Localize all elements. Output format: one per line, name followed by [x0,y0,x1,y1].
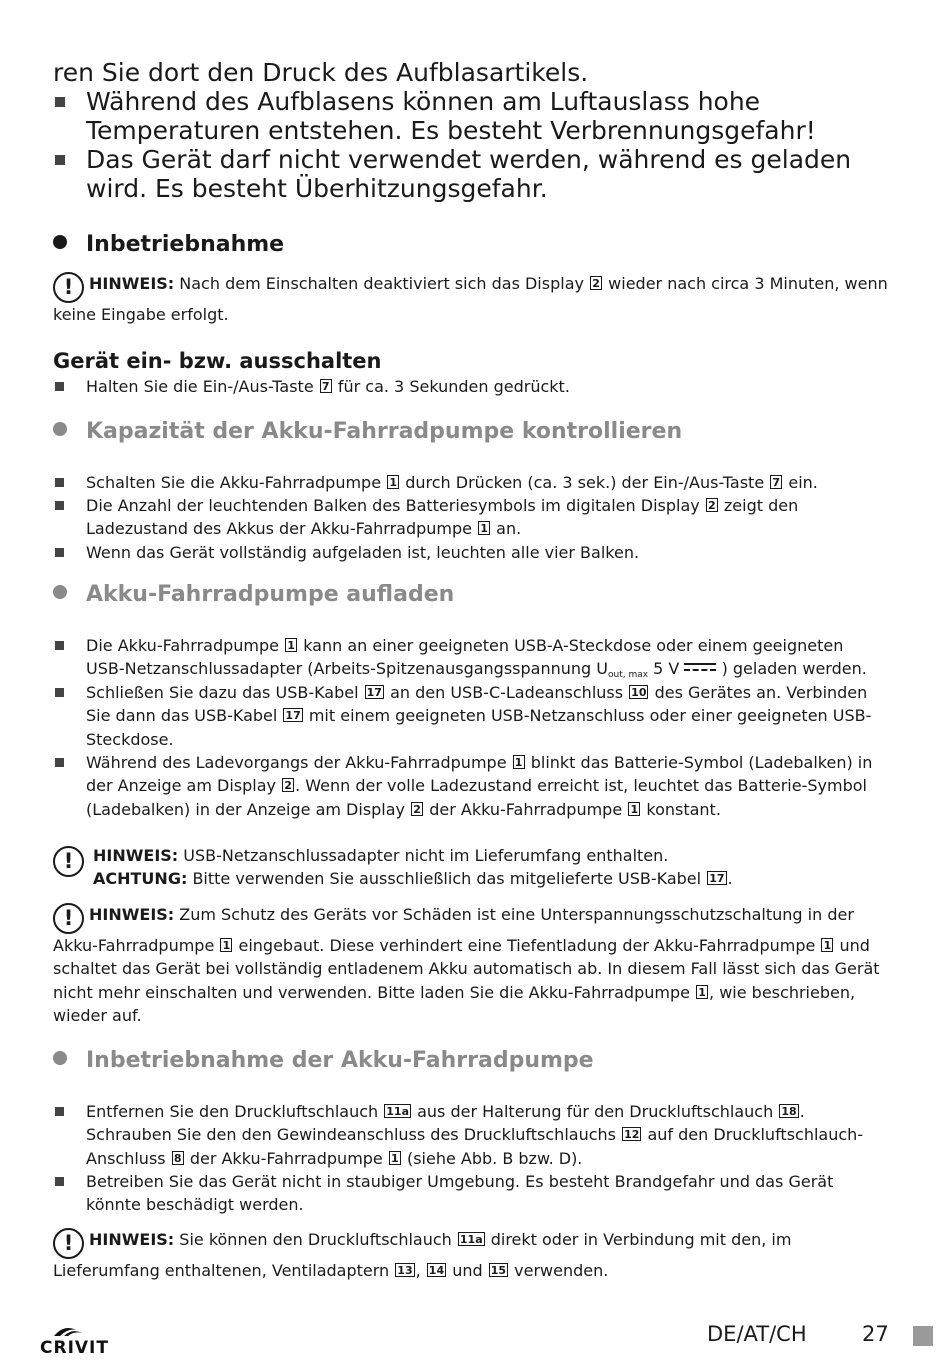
ref-number: 15 [490,1264,507,1277]
exclamation-circle-icon: ! [53,903,84,934]
ref-number: 1 [696,985,708,999]
list-item [53,87,913,145]
ref-number: 1 [513,755,525,769]
note-usb: ! HINWEIS: USB-Netzanschlussadapter nicht im Lieferumfang enthalten. ACHTUNG: Bitte verwenden Sie ausschließlich das mitgelieferte USB-Kabel 17 . [53,844,928,891]
region-label: DE/AT/CH [707,1322,807,1346]
intro-line: ren Sie dort den Druck des Aufblasartikels. [53,58,589,87]
ref-number: 2 [411,802,423,816]
list-item-text: Das Gerät darf nicht verwendet werden, während es geladen wird. Es besteht Überhitzungsgefahr. [86,145,852,203]
square-bullet-icon [55,758,64,767]
list-item: Entfernen Sie den Druckluftschlauch 11a aus der Halterung für den Druckluftschlauch 18 . Schrauben Sie den den Gewindeanschluss des Druckluftschlauchs 12 auf den Druckluftschlauch-Anschluss 8 der Akku-Fahrradpumpe 1 (siehe Abb. B bzw. D). [53,1100,883,1170]
square-bullet-icon [55,1107,64,1116]
ref-number: 2 [590,276,602,290]
ref-number: 10 [631,686,647,699]
square-bullet-icon [55,382,64,391]
ref-number: 2 [706,498,718,512]
ref-number: 1 [821,938,833,952]
ref-number: 1 [387,475,399,489]
page-marker [913,1326,933,1346]
square-bullet-icon [55,97,65,107]
list-item: Die Akku-Fahrradpumpe 1 kann an einer geeigneten USB-A-Steckdose oder einem geeigneten USB-Netzanschlussadapter (Arbeits-Spitzenausgangsspannung $U_{out, max}$ 5 V ) geladen werden. [53,634,883,688]
square-bullet-icon [55,641,64,650]
ref-number: 17 [709,872,725,886]
subsection-title: Gerät ein- bzw. ausschalten [53,349,382,373]
list-item: Betreiben Sie das Gerät nicht in staubiger Umgebung. Es besteht Brandgefahr und das Gerät könnte beschädigt werden. [53,1170,883,1217]
ref-number: 7 [770,475,782,489]
filled-circle-icon [53,422,67,436]
ref-number: 1 [478,521,490,535]
section-heading-inbetriebnahme-pumpe: Inbetriebnahme der Akku-Fahrradpumpe [53,1048,594,1074]
square-bullet-icon [55,688,64,697]
list-item [53,145,913,203]
section-heading-aufladen: Akku-Fahrradpumpe aufladen [53,582,454,608]
ref-number: 7 [320,379,332,393]
list-item: Schließen Sie dazu das USB-Kabel 17 an den USB-C-Ladeanschluss 10 des Gerätes an. Verbinden Sie dann das USB-Kabel 17 mit einem geeigneten USB-Netzanschluss oder einer geeigneten USB-Steckdose. [53,681,883,751]
exclamation-circle-icon: ! [53,846,84,877]
crivit-logo [40,1322,120,1358]
list-item: Halten Sie die Ein-/Aus-Taste 7 für ca. 3 Sekunden gedrückt. [53,375,883,398]
note-protection: ! HINWEIS: Zum Schutz des Geräts vor Schäden ist eine Unterspannungsschutzschaltung in der Akku-Fahrradpumpe 1 eingebaut. Diese verhindert eine Tiefentladung der Akku-Fahrradpumpe 1 und schaltet das Gerät bei vollständig entladenem Akku automatisch ab. In diesem Fall lässt sich das Gerät nicht mehr einschalten und verwenden. Bitte laden Sie die Akku-Fahrradpumpe 1 , wie beschrieben, wieder auf. [53,905,880,1025]
ref-number: 14 [428,1264,445,1277]
list-item-text: Während des Aufblasens können am Luftauslass hohe Temperaturen entstehen. Es besteht Verbrennungsgefahr! [86,87,816,145]
ref-number: 13 [397,1264,413,1277]
note-display: ! HINWEIS: Nach dem Einschalten deaktiviert sich das Display 2 wieder nach circa 3 Minuten, wenn keine Eingabe erfolgt. [53,274,888,324]
ref-number: 11a [386,1105,410,1118]
square-bullet-icon [55,548,64,557]
list-item: Die Anzahl der leuchtenden Balken des Batteriesymbols im digitalen Display 2 zeigt den Ladezustand des Akkus der Akku-Fahrradpumpe 1 an. [53,494,883,541]
ref-number: 2 [282,778,294,792]
exclamation-circle-icon: ! [53,1228,84,1259]
ref-number: 18 [781,1105,797,1118]
ref-number: 1 [628,802,640,816]
square-bullet-icon [55,155,65,165]
ref-number: 1 [389,1151,401,1165]
ref-number: 17 [285,709,301,723]
ref-number: 1 [285,638,297,652]
list-item: Während des Ladevorgangs der Akku-Fahrradpumpe 1 blinkt das Batterie-Symbol (Ladebalken) in der Anzeige am Display 2 . Wenn der volle Ladezustand erreicht ist, leuchtet das Batterie-Symbol (Ladebalken) in der Anzeige am Display 2 der Akku-Fahrradpumpe 1 konstant. [53,751,883,821]
exclamation-circle-icon: ! [53,272,84,303]
ref-number: 1 [220,938,232,952]
section-heading-kapazitaet: Kapazität der Akku-Fahrradpumpe kontrollieren [53,419,682,445]
list-item: Schalten Sie die Akku-Fahrradpumpe 1 durch Drücken (ca. 3 sek.) der Ein-/Aus-Taste 7 ein. [53,471,883,494]
square-bullet-icon [55,501,64,510]
dc-symbol-icon [684,663,716,671]
ref-number: 17 [366,686,382,699]
square-bullet-icon [55,478,64,487]
page-number: 27 [862,1322,889,1346]
section-heading-inbetriebnahme: Inbetriebnahme [53,232,284,258]
ref-number: 12 [624,1128,640,1142]
square-bullet-icon [55,1177,64,1186]
ref-number: 11a [459,1233,483,1246]
note-adapters: ! HINWEIS: Sie können den Druckluftschlauch 11a direkt oder in Verbindung mit den, im Lieferumfang enthaltenen, Ventiladaptern 13 , 14 und 15 verwenden. [53,1230,792,1280]
filled-circle-icon [53,585,67,599]
filled-circle-icon [53,1051,67,1065]
ref-number: 8 [172,1151,184,1165]
filled-circle-icon [53,235,67,249]
list-item: Wenn das Gerät vollständig aufgeladen ist, leuchten alle vier Balken. [53,541,883,564]
brand-name: CRIVIT [40,1338,109,1358]
